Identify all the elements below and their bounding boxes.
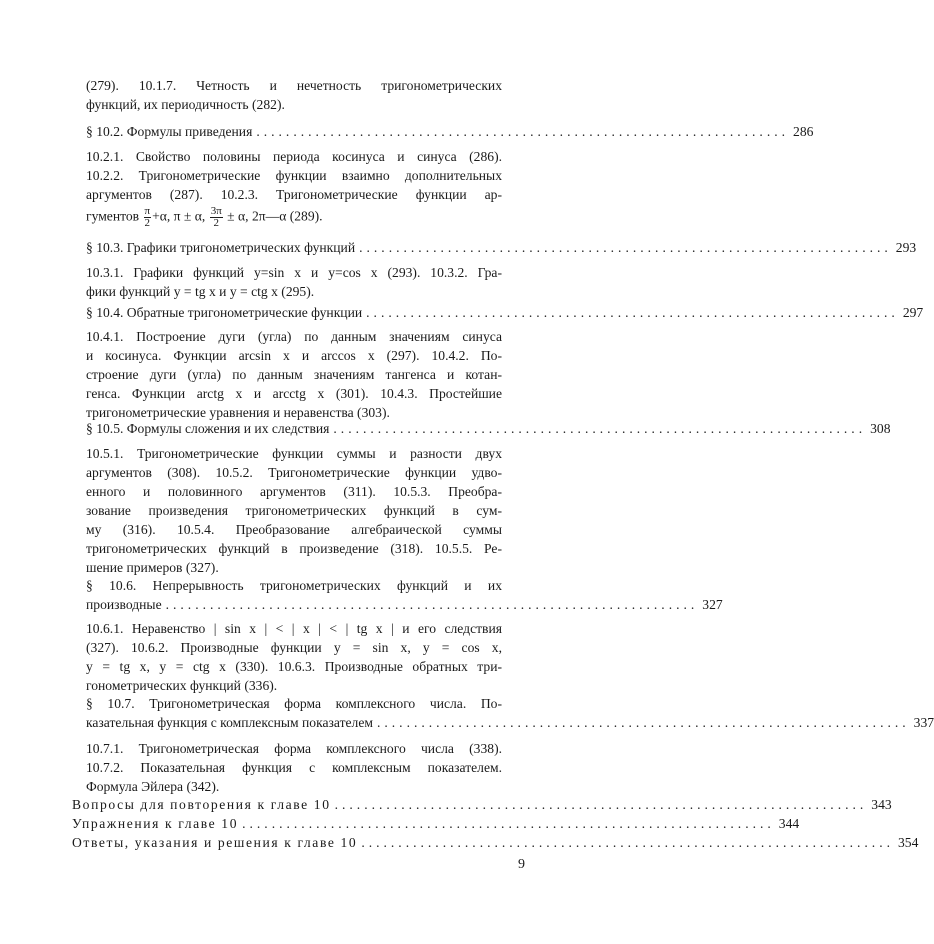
leader-dots: ........................................................................ [256, 124, 790, 139]
text-line: аргументов (308). 10.5.2. Тригонометрические функции удво- [86, 465, 502, 480]
entries-10-3 [86, 263, 502, 301]
text-line: (279). 10.1.7. Четность и нечетность тригонометрических [86, 78, 502, 93]
text-line: зование произведения тригонометрических функций в сум- [86, 503, 502, 518]
text-line: (327). 10.6.2. Производные функции y = sin x, y = cos x, [86, 640, 502, 655]
leader-dots: ........................................................................ [366, 305, 899, 320]
text-line: 10.2.2. Тригонометрические функции взаимно дополнительных [86, 168, 502, 183]
section-title: Упражнения к главе 10 [72, 816, 239, 831]
text-line: гонометрических функций (336). [86, 678, 278, 693]
section-title: производные [86, 597, 162, 612]
section-title: § 10.7. Тригонометрическая форма комплексного числа. По- [86, 696, 502, 711]
section-10-7-heading-line1 [86, 694, 502, 713]
text-line: 10.4.1. Построение дуги (угла) по данным значениям синуса [86, 329, 502, 344]
text-line: аргументов (287). 10.2.3. Тригонометрические функции ар- [86, 187, 502, 202]
leader-dots: ........................................................................ [165, 597, 699, 612]
text-line: функций, их периодичность (282). [86, 97, 285, 112]
text-line: y = tg x, y = ctg x (330). 10.6.3. Производные обратных три- [86, 659, 502, 674]
page-number: 9 [518, 857, 525, 872]
text-line: му (316). 10.5.4. Преобразование алгебраической суммы [86, 522, 502, 537]
leader-dots: ........................................................................ [334, 797, 868, 812]
section-title: § 10.2. Формулы приведения [86, 124, 253, 139]
leader-dots: ........................................................................ [359, 240, 892, 255]
section-page: 286 [793, 124, 814, 139]
section-page: 354 [898, 835, 919, 850]
section-page: 343 [871, 797, 892, 812]
section-page: 293 [895, 240, 917, 255]
section-10-4-heading [86, 303, 924, 322]
entry-10-1-7 [86, 76, 502, 114]
section-10-3-heading [86, 238, 917, 257]
entries-10-2 [86, 147, 502, 229]
text-line: 10.7.2. Показательная функция с комплексным показателем. [86, 760, 502, 775]
entries-10-7 [86, 739, 502, 796]
text-line: строение дуги (угла) по данным значениям тангенса и котан- [86, 367, 502, 382]
section-10-5-heading [86, 419, 891, 438]
section-page: 308 [870, 421, 891, 436]
text-line: енного и половинного аргументов (311). 10.5.3. Преобра- [86, 484, 502, 499]
section-title: Ответы, указания и решения к главе 10 [72, 835, 358, 850]
section-10-6-heading-line1 [86, 576, 502, 595]
section-page: 337 [913, 715, 934, 730]
formula-text: гументов [86, 208, 140, 224]
section-title: § 10.5. Формулы сложения и их следствия [86, 421, 330, 436]
exercises-heading [72, 814, 800, 833]
section-title: § 10.4. Обратные тригонометрические функции [86, 305, 363, 320]
questions-heading [72, 795, 892, 814]
section-page: 327 [702, 597, 723, 612]
section-title: казательная функция с комплексным показателем [86, 715, 373, 730]
text-line: 10.3.1. Графики функций y=sin x и y=cos x (293). 10.3.2. Гра- [86, 265, 502, 280]
text-line: 10.2.1. Свойство половины периода косинуса и синуса (286). [86, 149, 502, 164]
answers-heading [72, 833, 919, 852]
entries-10-4 [86, 327, 502, 422]
leader-dots: ........................................................................ [242, 816, 775, 831]
section-page: 344 [778, 816, 800, 831]
leader-dots: ........................................................................ [333, 421, 867, 436]
fraction-pi-over-2: $\frac{\pi}{2}$ [144, 205, 151, 229]
text-line: генса. Функции arctg x и arcctg x (301). 10.4.3. Простейшие [86, 386, 502, 401]
text-line: шение примеров (327). [86, 560, 219, 575]
text-line: фики функций y = tg x и y = ctg x (295). [86, 284, 315, 299]
section-title: Вопросы для повторения к главе 10 [72, 797, 331, 812]
section-title: § 10.6. Непрерывность тригонометрических функций и их [86, 578, 502, 593]
section-10-2-heading [86, 122, 814, 141]
leader-dots: ........................................................................ [361, 835, 894, 850]
section-title: § 10.3. Графики тригонометрических функций [86, 240, 356, 255]
text-line: и косинуса. Функции arcsin x и arccos x (297). 10.4.2. По- [86, 348, 502, 363]
text-line: тригонометрические уравнения и неравенства (303). [86, 405, 390, 420]
formula-text: ± α, 2π—α (289). [227, 208, 323, 224]
fraction-3pi-over-2: $\frac{3\pi}{2}$ [210, 205, 222, 229]
text-line: 10.5.1. Тригонометрические функции суммы и разности двух [86, 446, 502, 461]
text-line: 10.6.1. Неравенство | sin x | < | x | < | tg x | и его следствия [86, 621, 502, 636]
section-page: 297 [902, 305, 924, 320]
entries-10-6 [86, 619, 502, 695]
text-line: тригонометрических функций в произведение (318). 10.5.5. Ре- [86, 541, 502, 556]
text-line: 10.7.1. Тригонометрическая форма комплексного числа (338). [86, 741, 502, 756]
leader-dots: ........................................................................ [376, 715, 910, 730]
text-line: Формула Эйлера (342). [86, 779, 220, 794]
formula-text: +α, π ± α, [152, 208, 206, 224]
section-10-6-heading [86, 595, 723, 614]
text-line-formula [86, 206, 502, 229]
entries-10-5 [86, 444, 502, 577]
section-10-7-heading [86, 713, 934, 732]
